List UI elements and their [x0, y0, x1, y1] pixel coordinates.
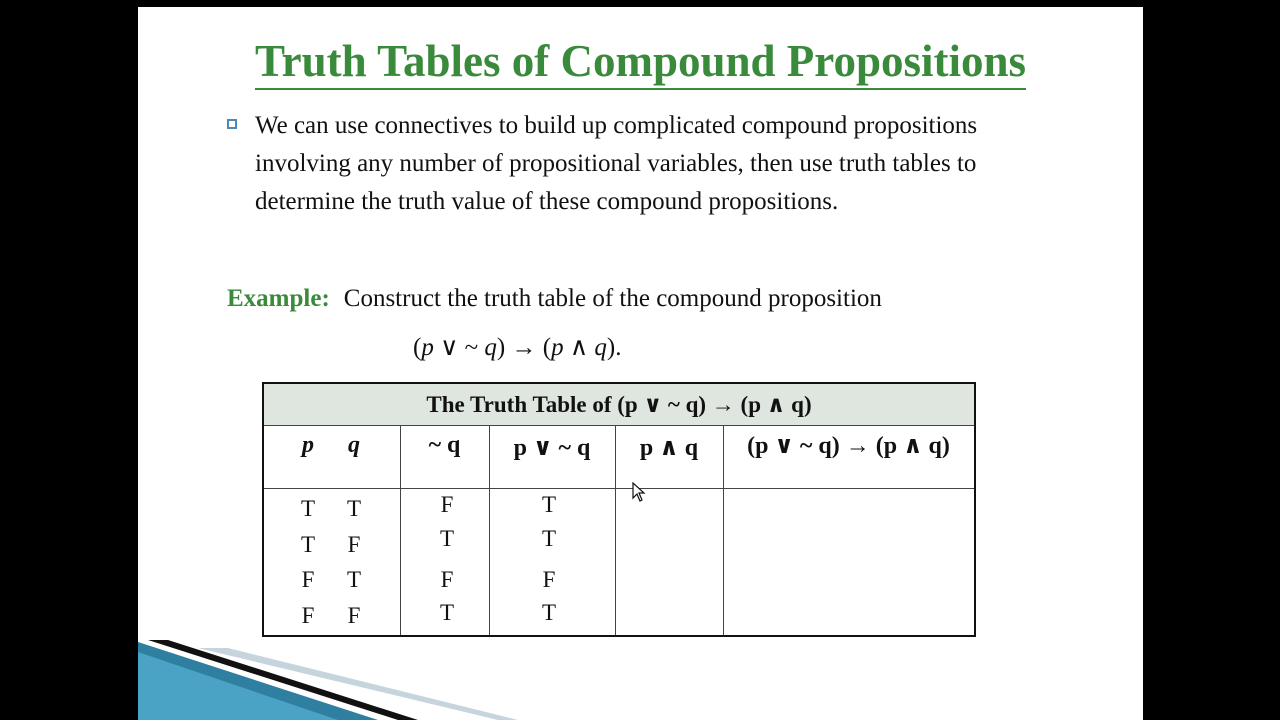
cell-p: T [300, 496, 316, 521]
header-p-and-q: p ∧ q [639, 435, 699, 461]
formula-var-p: p [421, 334, 434, 361]
cell-p-or-not-q: T [541, 600, 557, 625]
example-line [227, 285, 882, 313]
slide-title-text: Truth Tables of Compound Propositions [255, 36, 1026, 90]
example-label: Example: [227, 285, 330, 312]
cell-q: T [346, 567, 362, 592]
slide [138, 7, 1143, 720]
formula-or-not: ∨ ~ [433, 334, 485, 361]
compound-proposition-formula [413, 332, 621, 362]
header-divider [264, 488, 974, 489]
cell-q: F [347, 603, 361, 628]
cell-p-or-not-q: T [541, 526, 557, 551]
cell-q: T [346, 496, 362, 521]
formula-open: ( [413, 334, 422, 361]
formula-close: ). [606, 334, 622, 361]
cell-not-q: T [439, 526, 455, 551]
example-text: Construct the truth table of the compound proposition [343, 285, 882, 312]
cell-q: F [347, 532, 361, 557]
formula-arrow: ) → ( [496, 334, 552, 361]
cell-not-q: F [440, 492, 454, 517]
mouse-pointer-icon [632, 482, 646, 502]
formula-and: ∧ [563, 334, 595, 361]
cell-p: F [301, 603, 315, 628]
caption-formula: (p ∨ ~ q) → (p ∧ q) [617, 392, 812, 417]
formula-var-q: q [484, 334, 497, 361]
header-p-or-not-q: p ∨ ~ q [513, 435, 591, 461]
cell-not-q: F [440, 567, 454, 592]
header-implication: (p ∨ ~ q) → (p ∧ q) [747, 433, 950, 459]
slide-title [138, 36, 1143, 86]
bullet-paragraph: We can use connectives to build up complicated compound propositions involving any number of propositional variables, then use truth tables to determine the truth value of these compound propositions. [255, 112, 978, 215]
truth-table [262, 382, 976, 637]
header-q: q [348, 432, 360, 458]
cell-p: T [300, 532, 316, 557]
cell-p-or-not-q: F [542, 567, 556, 592]
header-p: p [302, 432, 314, 458]
formula-var-p2: p [551, 334, 564, 361]
cell-p: F [301, 567, 315, 592]
cell-not-q: T [439, 600, 455, 625]
header-not-q: ~ q [428, 432, 461, 458]
formula-var-q2: q [594, 334, 607, 361]
caption-prefix: The Truth Table of [426, 392, 618, 417]
truth-table-caption [264, 384, 974, 426]
decorative-corner-stripe [138, 640, 518, 720]
square-bullet-icon [227, 119, 237, 129]
cell-p-or-not-q: T [541, 492, 557, 517]
